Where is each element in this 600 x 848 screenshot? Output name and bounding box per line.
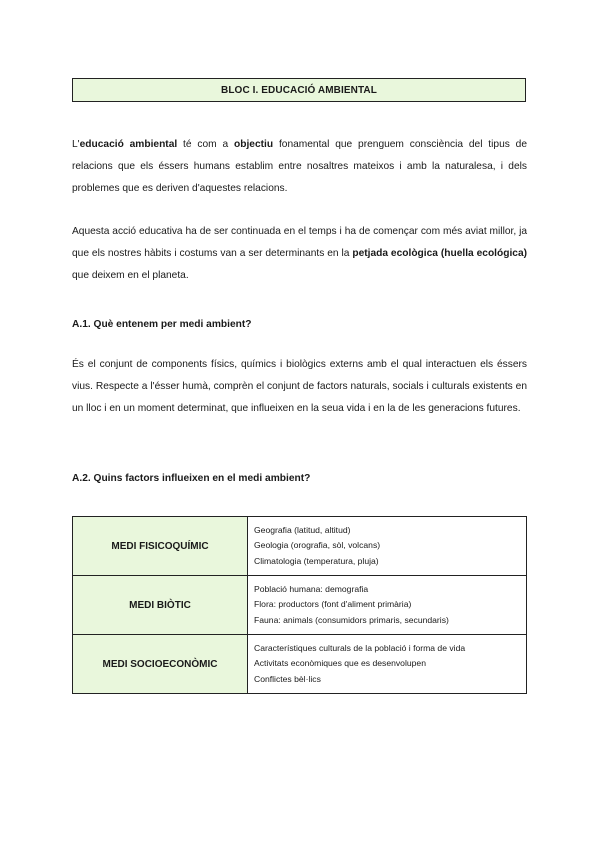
list-item: Geologia (orografia, sòl, volcans) [254, 540, 381, 551]
table-row [73, 635, 527, 694]
para1-text-1: L' [72, 139, 80, 150]
row-items [248, 576, 527, 635]
para2-text-2: que deixem en el planeta. [72, 270, 189, 281]
paragraph-definition: És el conjunt de components físics, químics i biològics externs amb el qual interactuen els éssers vius. Respecte a l'ésser humà, comprèn el conjunt de factors naturals, socials i culturals existents en un lloc i en un moment determinat, que influeixen en la seua vida i en la de les generacions futures. [72, 359, 527, 414]
row-label: MEDI FISICOQUÍMIC [73, 517, 248, 576]
factors-table [72, 516, 527, 694]
para1-bold-objective: objectiu [234, 139, 274, 150]
list-item: Conflictes bèl·lics [254, 673, 321, 684]
list-item: Característiques culturals de la població i forma de vida [254, 642, 466, 653]
section-title-text: BLOC I. EDUCACIÓ AMBIENTAL [221, 84, 377, 96]
para1-text-2: té com a [177, 139, 235, 150]
row-items [248, 635, 527, 694]
paragraph-footprint [72, 221, 527, 287]
table-row [73, 517, 527, 576]
list-item: Població humana: demografia [254, 583, 369, 594]
para1-bold-environmental-education: educació ambiental [79, 139, 178, 150]
para1-text-3: fonamental que prenguem consciència del tipus de relacions que els éssers humans establim entre nosaltres mateixos i amb la naturalesa, i dels problemes que es deriven d'aquestes relacions. [72, 139, 528, 194]
list-item: Activitats econòmiques que es desenvolupen [254, 658, 426, 669]
heading-factors: A.2. Quins factors influeixen en el medi ambient? [72, 473, 311, 484]
para2-text-1: Aquesta acció educativa ha de ser continuada en el temps i ha de començar com més aviat millor, ja que els nostres hàbits i costums van a ser determinants en la [72, 226, 527, 259]
table-row [73, 576, 527, 635]
section-title [72, 78, 526, 102]
row-label: MEDI SOCIOECONÒMIC [73, 635, 248, 694]
list-item: Climatologia (temperatura, pluja) [254, 555, 379, 566]
para2-bold-ecological-footprint: petjada ecològica (huella ecológica) [352, 248, 528, 259]
list-item: Geografia (latitud, altitud) [254, 524, 351, 535]
list-item: Flora: productors (font d'aliment primària) [254, 599, 412, 610]
list-item: Fauna: animals (consumidors primaris, secundaris) [254, 614, 449, 625]
paragraph-intro [72, 134, 527, 200]
row-label: MEDI BIÒTIC [73, 576, 248, 635]
row-items [248, 517, 527, 576]
heading-what-is-environment: A.1. Què entenem per medi ambient? [72, 319, 252, 330]
